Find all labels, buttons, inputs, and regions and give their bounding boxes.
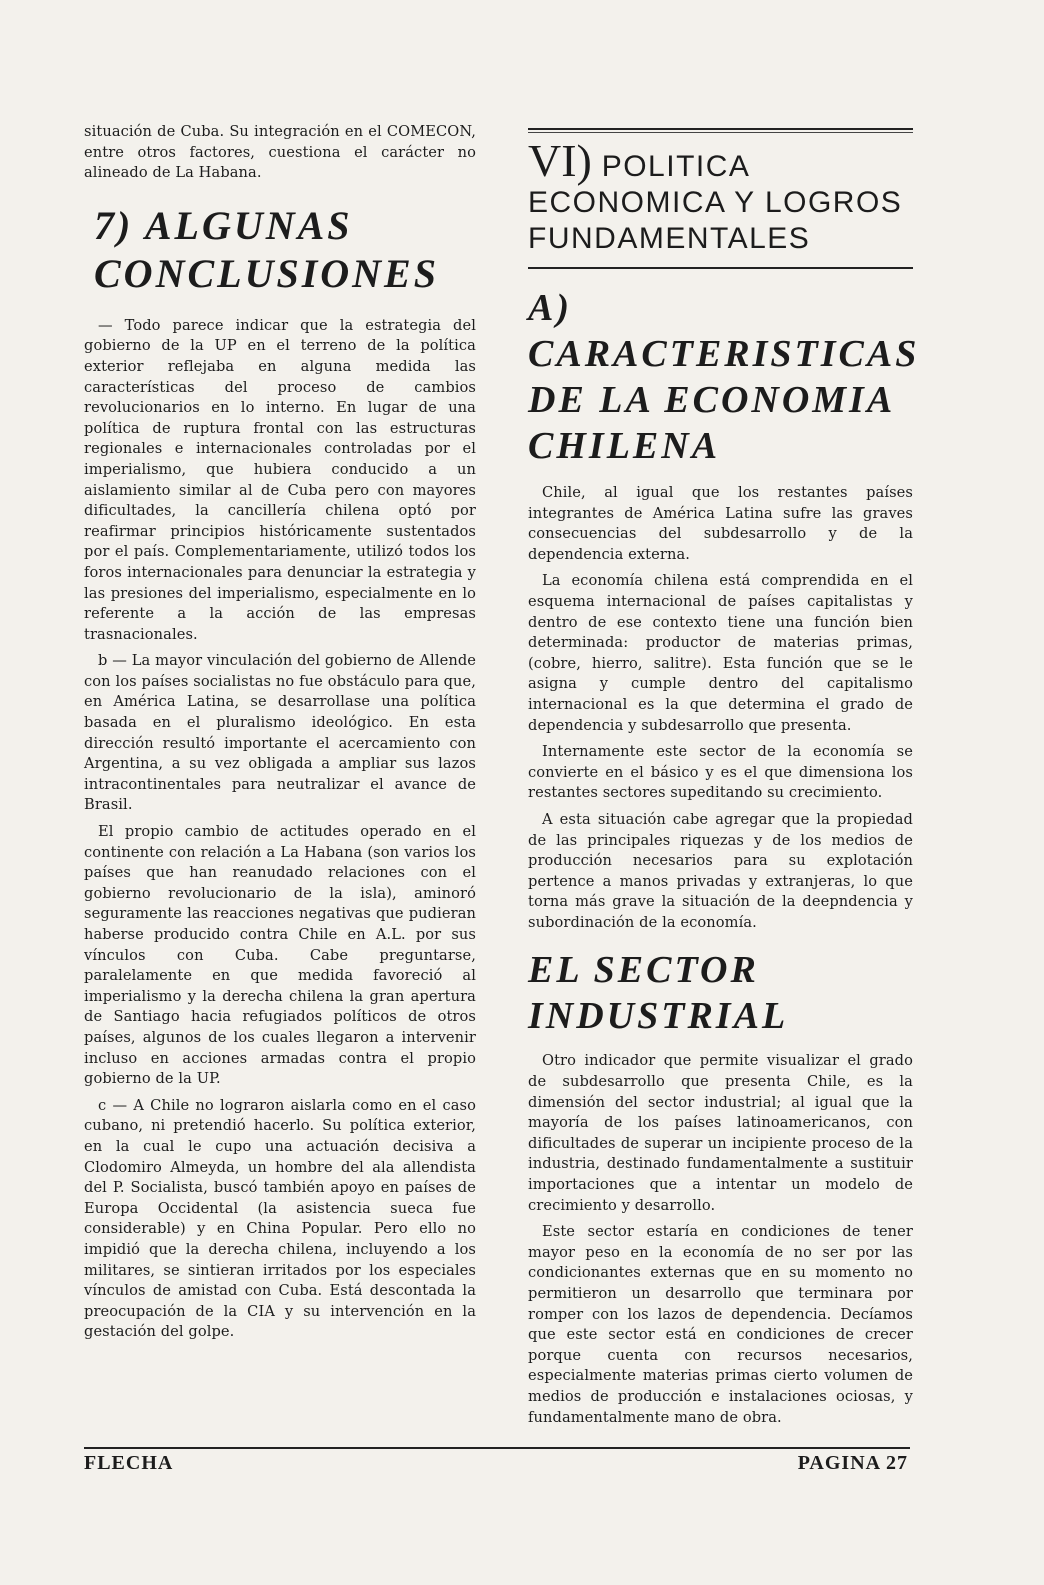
section-title — [528, 135, 913, 257]
left-column — [84, 122, 476, 1349]
footer-publication: FLECHA — [84, 1452, 174, 1474]
paragraph: Este sector estaría en condiciones de tener mayor peso en la economía de no ser por las condicionantes externas que en su momento no permitieron un desarrollo que terminara por romper con los lazos de dependencia. Decíamos que este sector está en condiciones de crecer porque cuenta con recursos necesarios, especialmente materias primas cierto volumen de medios de producción e instalaciones ociosas, y fundamentalmente mano de obra. — [528, 1223, 913, 1426]
paragraph: La economía chilena está comprendida en el esquema internacional de países capitalistas y dentro de ese contexto tiene una función bien determinada: productor de materias primas, (cobre, hierro, salitre). Esta función que se le asigna y cumple dentro del capitalismo internacional es la que determina el grado de dependencia y subdesarrollo que presenta. — [528, 572, 913, 734]
divider — [528, 128, 913, 130]
paragraph: El propio cambio de actitudes operado en el continente con relación a La Habana (son varios los países que han reanudado relaciones con el gobierno revolucionario de la isla), aminoró seguramente las reacciones negativas que pudieran haberse producido contra Chile en A.L. por sus vínculos con Cuba. Cabe preguntarse, paralelamente en que medida favoreció al imperialismo y la derecha chilena la gran apertura de Santiago hacia refugiados políticos de otros países, algunos de los cuales llegaron a intervenir incluso en acciones armadas contra el propio gobierno de la UP. — [84, 823, 476, 1088]
paragraph: Otro indicador que permite visualizar el grado de subdesarrollo que presenta Chile, es la dimensión del sector industrial; al igual que la mayoría de los países latinoamericanos, con dificultades de superar un incipiente proceso de la industria, destinado fundamentalmente a sustituir importaciones que a intentar un modelo de crecimiento y desarrollo. — [528, 1052, 913, 1214]
paragraph: — Todo parece indicar que la estrategia del gobierno de la UP en el terreno de la política exterior reflejaba en alguna medida las características del proceso de cambios revolucionarios en lo interno. En lugar de una política de ruptura frontal con las estructuras regionales e internacionales controladas por el imperialismo, que hubiera conducido a un aislamiento similar al de Cuba pero con mayores dificultades, la cancillería chilena optó por reafirmar principios históricamente sustentados por el país. Complementariamente, utilizó todos los foros internacionales para denunciar la estrategia y las presiones del imperialismo, especialmente en lo referente a la acción de las empresas trasnacionales. — [84, 316, 476, 643]
footer-rule — [84, 1447, 910, 1449]
paragraph: b — La mayor vinculación del gobierno de Allende con los países socialistas no fue obstáculo para que, en América Latina, se desarrollase una política basada en el pluralismo ideológico. En esta dirección resultó importante el acercamiento con Argentina, a su vez obligada a ampliar sus lazos intracontinentales para neutralizar el avance de Brasil. — [84, 652, 476, 814]
heading-characteristics: A) CARACTERISTICAS DE LA ECONOMIA CHILENA — [528, 287, 920, 467]
heading-industrial-sector: EL SECTOR INDUSTRIAL — [528, 949, 789, 1038]
paragraph: Internamente este sector de la economía se convierte en el básico y es el que dimensiona los restantes sectores supeditando su crecimiento. — [528, 743, 913, 802]
paragraph: A esta situación cabe agregar que la propiedad de las principales riquezas y de los medios de producción necesarios para su explotación pertence a manos privadas y extranjeras, lo que torna más grave la situación de la deepndencia y subordinación de la economía. — [528, 810, 913, 931]
heading-conclusions: 7) ALGUNAS CONCLUSIONES — [94, 202, 439, 296]
footer-page-number: PAGINA 27 — [797, 1452, 908, 1474]
paragraph: c — A Chile no lograron aislarla como en el caso cubano, ni pretendió hacerlo. Su política exterior, en la cual le cupo una actuación decisiva a Clodomiro Almeyda, un hombre del ala allendista del P. Socialista, buscó también apoyo en países de Europa Occidental (la asistencia sueca fue considerable) y en China Popular. Pero ello no impidió que la derecha chilena, incluyendo a los militares, se sintieran irritados por los especiales vínculos de amistad con Cuba. Está descontada la preocupación de la CIA y su intervención en la gestación del golpe. — [84, 1096, 476, 1341]
divider — [528, 132, 913, 133]
intro-paragraph: situación de Cuba. Su integración en el COMECON, entre otros factores, cuestiona el carácter no alineado de La Habana. — [84, 123, 476, 182]
right-column — [528, 128, 920, 1434]
section-number: VI) — [528, 135, 592, 186]
divider — [528, 267, 913, 269]
section-title-text: POLITICA ECONOMICA Y LOGROS FUNDAMENTALES — [528, 150, 903, 255]
paragraph: Chile, al igual que los restantes países integrantes de América Latina sufre las graves consecuencias del subdesarrollo y de la dependencia externa. — [528, 484, 913, 563]
